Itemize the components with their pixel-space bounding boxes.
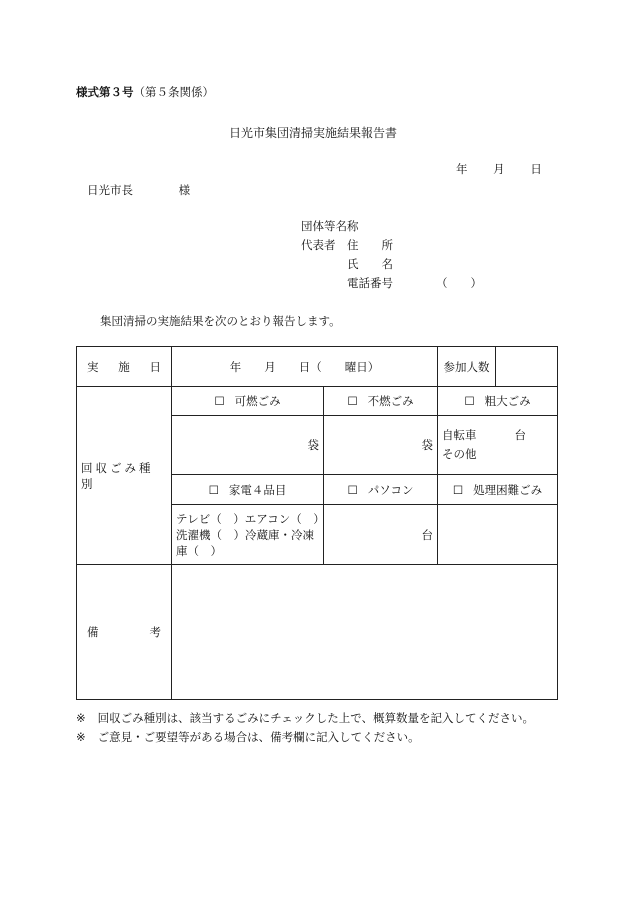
difficult-checkbox[interactable]: ☐ xyxy=(452,482,464,497)
pc-option[interactable]: ☐ パソコン xyxy=(324,475,438,505)
form-number: 様式第３号（第５条関係） xyxy=(76,85,214,99)
nonburnable-bags-field[interactable]: 袋 xyxy=(324,416,438,475)
nonburnable-checkbox[interactable]: ☐ xyxy=(347,394,358,408)
collection-check-row-1 xyxy=(77,387,558,416)
remarks-header-cell: 備 考 xyxy=(77,565,172,700)
burnable-checkbox[interactable]: ☐ xyxy=(214,394,225,408)
org-name-label: 団体等名称 xyxy=(301,219,359,233)
date-month-label: 月 xyxy=(493,162,505,176)
addressee-name: 日光市長 xyxy=(87,183,133,197)
burnable-bags-field[interactable]: 袋 xyxy=(172,416,324,475)
phone-paren: （ ） xyxy=(436,276,482,290)
name-label: 氏 名 xyxy=(347,257,393,271)
date-header-cell: 実 施 日 xyxy=(77,347,172,387)
report-table xyxy=(76,346,558,700)
rep-label: 代表者 xyxy=(301,238,336,252)
appliances-option[interactable]: ☐ 家電４品目 xyxy=(172,475,324,505)
oversized-detail-field[interactable] xyxy=(438,416,558,475)
address-label: 住 所 xyxy=(347,238,393,252)
appliance-detail-field[interactable]: テレビ（ ）エアコン（ ）洗濯機（ ）冷蔵庫・冷凍庫（ ） xyxy=(172,505,324,565)
remarks-row xyxy=(77,565,558,700)
bicycle-unit: 台 xyxy=(514,428,526,442)
pc-checkbox[interactable]: ☐ xyxy=(347,482,358,497)
date-row xyxy=(77,347,558,387)
note-2: ※ ご意見・ご要望等がある場合は、備考欄に記入してください。 xyxy=(76,730,420,744)
difficult-count-field[interactable] xyxy=(438,505,558,565)
date-day-label: 日 xyxy=(530,162,542,176)
date-value-field[interactable]: 年 月 日（ 曜日） xyxy=(172,347,438,387)
other-label: その他 xyxy=(442,447,477,461)
nonburnable-option[interactable]: ☐ 不燃ごみ xyxy=(324,387,438,416)
collection-header-cell: 回収ごみ種別 xyxy=(77,387,172,565)
note-1: ※ 回収ごみ種別は、該当するごみにチェックした上で、概算数量を記入してください。 xyxy=(76,711,535,725)
burnable-option[interactable]: ☐ 可燃ごみ xyxy=(172,387,324,416)
oversized-option[interactable]: ☐ 粗大ごみ xyxy=(438,387,558,416)
bicycle-label: 自転車 xyxy=(442,428,477,442)
difficult-option[interactable]: ☐ 処理困難ごみ xyxy=(438,475,558,505)
intro-text: 集団清掃の実施結果を次のとおり報告します。 xyxy=(100,314,341,328)
phone-label: 電話番号 xyxy=(347,276,393,290)
date-line xyxy=(456,161,542,177)
participants-label: 参加人数 xyxy=(438,347,496,387)
addressee-honorific: 様 xyxy=(178,183,191,197)
date-year-label: 年 xyxy=(456,162,468,176)
oversized-checkbox[interactable]: ☐ xyxy=(464,394,475,408)
participants-field[interactable] xyxy=(496,347,558,387)
addressee xyxy=(87,182,190,198)
appliances-checkbox[interactable]: ☐ xyxy=(208,482,219,497)
remarks-field[interactable] xyxy=(172,565,558,700)
page-title: 日光市集団清掃実施結果報告書 xyxy=(229,126,398,140)
pc-count-field[interactable]: 台 xyxy=(324,505,438,565)
form-relation: （第５条関係） xyxy=(133,85,214,99)
